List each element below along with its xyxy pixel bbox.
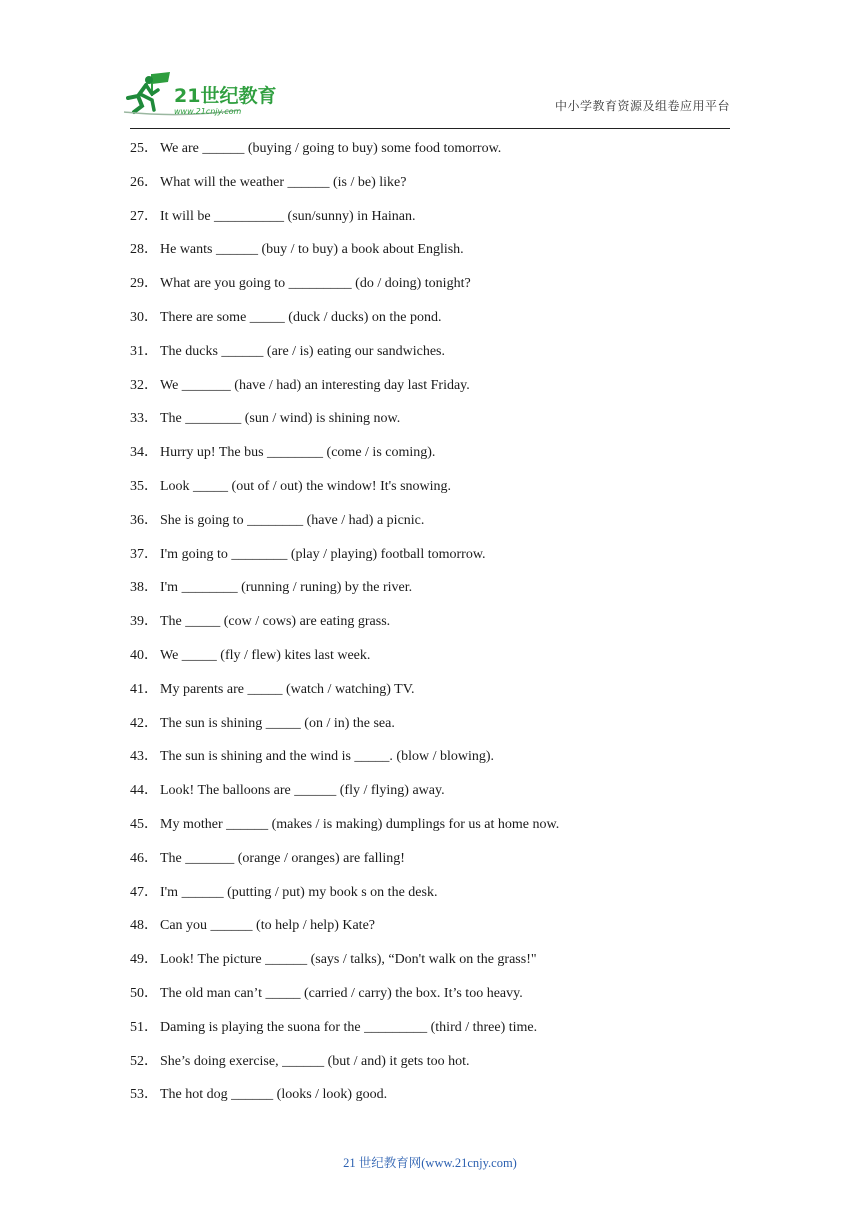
logo: [122, 70, 292, 118]
question-item: [130, 375, 740, 409]
question-text: The hot dog ______ (looks / look) good.: [160, 1087, 388, 1103]
question-list: [130, 138, 740, 1118]
question-number: 49．: [130, 952, 158, 968]
question-text: My parents are _____ (watch / watching) TV.: [160, 681, 415, 697]
question-item: [130, 1084, 740, 1118]
question-number: 35．: [130, 478, 158, 494]
question-item: [130, 679, 740, 713]
question-text: I'm going to ________ (play / playing) football tomorrow.: [160, 546, 486, 562]
question-item: [130, 814, 740, 848]
question-item: [130, 746, 740, 780]
question-text: What are you going to _________ (do / doing) tonight?: [160, 276, 471, 292]
question-number: 28．: [130, 242, 158, 258]
svg-text:21世纪教育: 21世纪教育: [174, 85, 277, 107]
question-text: Can you ______ (to help / help) Kate?: [160, 918, 376, 934]
question-item: [130, 1017, 740, 1051]
platform-label: 中小学教育资源及组卷应用平台: [554, 99, 730, 113]
question-text: My mother ______ (makes / is making) dumplings for us at home now.: [160, 816, 560, 832]
question-text: Look _____ (out of / out) the window! It's snowing.: [160, 478, 452, 494]
question-item: [130, 645, 740, 679]
page-footer: 21 世纪教育网(www.21cnjy.com): [343, 1156, 517, 1170]
question-number: 33．: [130, 411, 158, 427]
svg-text:www.21cnjy.com: www.21cnjy.com: [174, 107, 242, 116]
question-item: [130, 544, 740, 578]
question-item: [130, 1051, 740, 1085]
runner-logo-icon: [122, 70, 292, 118]
question-number: 50．: [130, 985, 158, 1001]
question-number: 40．: [130, 647, 158, 663]
question-item: [130, 341, 740, 375]
question-number: 52．: [130, 1053, 158, 1069]
question-text: The _____ (cow / cows) are eating grass.: [160, 614, 391, 630]
question-number: 37．: [130, 546, 158, 562]
question-item: [130, 915, 740, 949]
question-text: Look! The picture ______ (says / talks), “Don't walk on the grass!": [160, 952, 537, 968]
question-text: The ________ (sun / wind) is shining now.: [160, 411, 401, 427]
question-number: 44．: [130, 783, 158, 799]
question-number: 30．: [130, 309, 158, 325]
question-item: [130, 239, 740, 273]
page-header: [0, 0, 860, 132]
question-item: [130, 307, 740, 341]
question-text: We _____ (fly / flew) kites last week.: [160, 647, 371, 663]
question-item: [130, 848, 740, 882]
question-number: 53．: [130, 1087, 158, 1103]
question-item: [130, 780, 740, 814]
question-number: 45．: [130, 816, 158, 832]
question-text: I'm ________ (running / runing) by the river.: [160, 580, 413, 596]
question-text: Look! The balloons are ______ (fly / flying) away.: [160, 783, 445, 799]
question-item: [130, 577, 740, 611]
question-number: 47．: [130, 884, 158, 900]
question-text: She’s doing exercise, ______ (but / and) it gets too hot.: [160, 1053, 470, 1069]
question-number: 42．: [130, 715, 158, 731]
question-number: 46．: [130, 850, 158, 866]
question-number: 29．: [130, 276, 158, 292]
question-text: We are ______ (buying / going to buy) some food tomorrow.: [160, 141, 502, 156]
question-text: It will be __________ (sun/sunny) in Hainan.: [160, 208, 416, 224]
question-item: [130, 138, 740, 172]
question-number: 27．: [130, 208, 158, 224]
question-text: She is going to ________ (have / had) a picnic.: [160, 512, 425, 528]
question-item: [130, 949, 740, 983]
question-text: We _______ (have / had) an interesting day last Friday.: [160, 377, 470, 393]
question-number: 48．: [130, 918, 158, 934]
question-number: 31．: [130, 343, 158, 359]
question-number: 51．: [130, 1019, 158, 1035]
question-item: [130, 442, 740, 476]
question-item: [130, 408, 740, 442]
question-text: He wants ______ (buy / to buy) a book about English.: [160, 242, 464, 258]
question-item: [130, 611, 740, 645]
question-number: 32．: [130, 377, 158, 393]
question-text: I'm ______ (putting / put) my book s on the desk.: [160, 884, 438, 900]
question-number: 26．: [130, 174, 158, 190]
question-number: 34．: [130, 445, 158, 461]
question-item: [130, 206, 740, 240]
question-text: The old man can’t _____ (carried / carry) the box. It’s too heavy.: [160, 985, 523, 1001]
question-item: [130, 882, 740, 916]
question-text: The sun is shining and the wind is _____. (blow / blowing).: [160, 749, 495, 765]
question-number: 39．: [130, 614, 158, 630]
question-item: [130, 273, 740, 307]
question-number: 36．: [130, 512, 158, 528]
question-item: [130, 172, 740, 206]
question-number: 38．: [130, 580, 158, 596]
question-number: 41．: [130, 681, 158, 697]
question-text: Daming is playing the suona for the _________ (third / three) time.: [160, 1019, 538, 1035]
question-text: The ducks ______ (are / is) eating our sandwiches.: [160, 343, 445, 359]
question-number: 43．: [130, 749, 158, 765]
question-item: [130, 983, 740, 1017]
question-item: [130, 476, 740, 510]
question-text: The _______ (orange / oranges) are falling!: [160, 850, 405, 866]
question-text: What will the weather ______ (is / be) like?: [160, 174, 407, 190]
question-item: [130, 713, 740, 747]
header-divider: [130, 128, 730, 129]
question-text: There are some _____ (duck / ducks) on the pond.: [160, 309, 442, 325]
question-text: The sun is shining _____ (on / in) the sea.: [160, 715, 395, 731]
question-number: 25．: [130, 141, 158, 156]
question-item: [130, 510, 740, 544]
question-text: Hurry up! The bus ________ (come / is coming).: [160, 445, 436, 461]
